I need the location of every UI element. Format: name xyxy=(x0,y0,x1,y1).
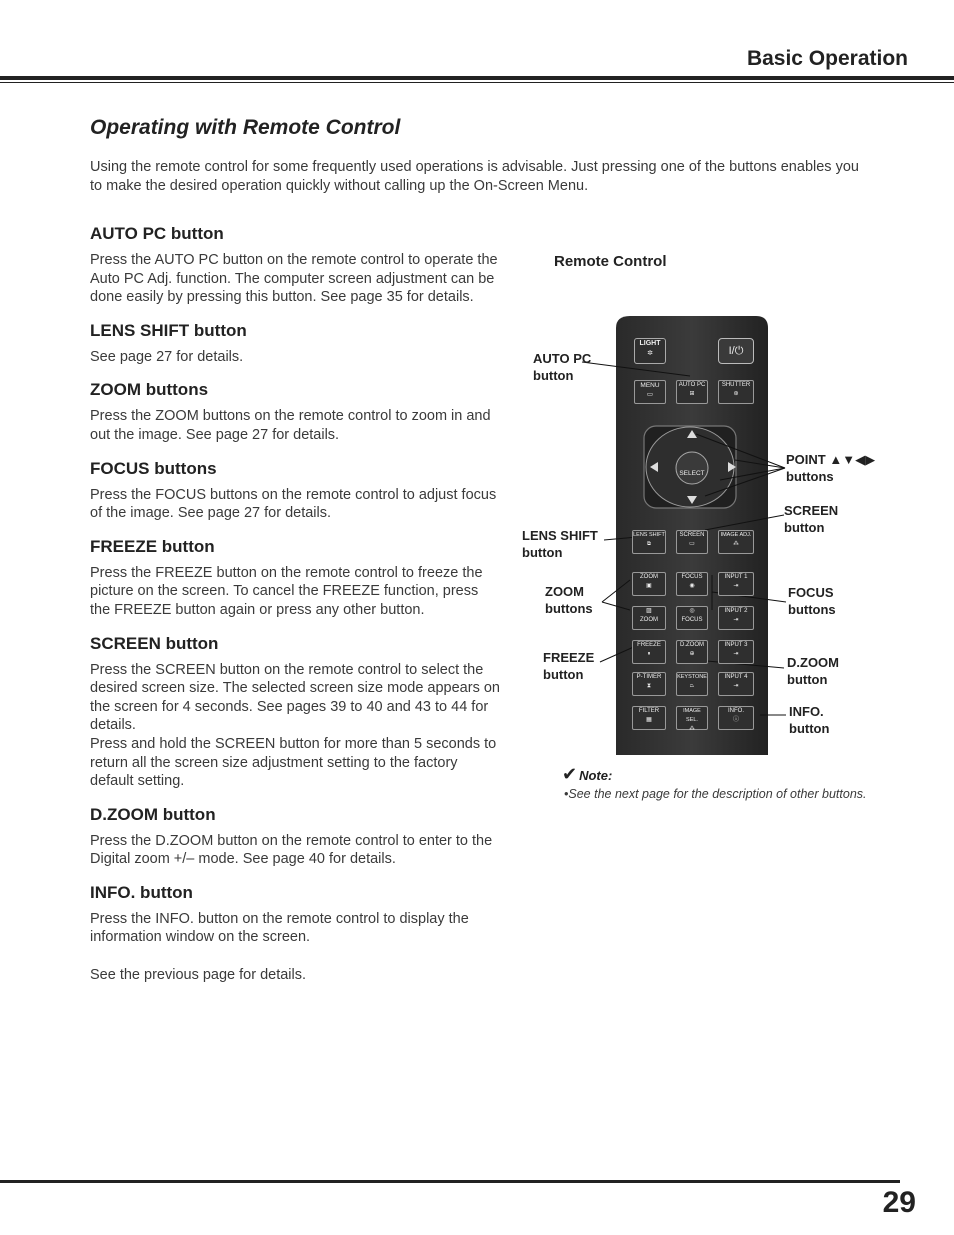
input-icon: ⇥ xyxy=(733,617,739,623)
image-adj-label: IMAGE ADJ. xyxy=(720,532,752,538)
item-title: FOCUS buttons xyxy=(90,458,217,478)
item-text: See page 27 for details. xyxy=(90,348,244,365)
menu-label: MENU xyxy=(640,382,660,389)
focus-down-label: FOCUS xyxy=(681,617,703,623)
item-title: LENS SHIFT button xyxy=(90,320,247,340)
lens-shift-icon: ⧉ xyxy=(647,541,651,547)
menu-button[interactable] xyxy=(634,380,666,404)
callout-info: INFO. button xyxy=(789,704,830,736)
item-text: Press the ZOOM buttons on the remote control to zoom in and out the image. See page 27 for details. xyxy=(90,408,491,443)
info-icon: ⓘ xyxy=(732,717,739,723)
focus-icon: ◉ xyxy=(689,583,695,589)
callout-freeze: FREEZE button xyxy=(543,650,595,682)
item-title: AUTO PC button xyxy=(90,224,224,243)
image-sel-icon: ⁂ xyxy=(689,726,695,732)
item-title: ZOOM buttons xyxy=(90,380,209,400)
input2-label: INPUT 2 xyxy=(724,608,748,614)
item-text: Press the SCREEN button on the remote control to select the desired screen size. The selected screen size mode appears on the screen for 4 seconds. See pages 39 to 40 and 43 to 44 for details. Press and hold the SCREEN button for more than 5 seconds to return all the screen size adjustment setting to the factory default setting. xyxy=(90,661,500,790)
zoom-up-button[interactable] xyxy=(632,572,666,596)
image-sel-button[interactable] xyxy=(676,706,708,730)
image-adj-icon: ⁂ xyxy=(733,541,739,547)
header-rule xyxy=(0,76,954,80)
keystone-button[interactable] xyxy=(676,672,708,696)
image-adj-button[interactable] xyxy=(718,530,754,554)
light-button[interactable] xyxy=(634,338,666,364)
intro-paragraph: Using the remote control for some frequently used operations is advisable. Just pressing one of the buttons enables you to make the desired operation quickly without calling up the On-Screen Menu. xyxy=(90,159,859,194)
menu-icon: ▭ xyxy=(646,391,654,398)
remote-caption: Remote Control xyxy=(554,253,667,270)
filter-label: FILTER xyxy=(638,708,660,714)
zoom-down-label: ZOOM xyxy=(640,617,658,623)
shutter-label: SHUTTER xyxy=(721,382,751,388)
info-label: INFO. xyxy=(728,708,744,714)
item-freeze xyxy=(90,535,500,620)
section-title: Operating with Remote Control xyxy=(90,116,401,139)
header-title: Basic Operation xyxy=(746,47,908,70)
screen-button[interactable] xyxy=(676,530,708,554)
item-title: INFO. button xyxy=(90,882,193,902)
item-text: Press the D.ZOOM button on the remote control to enter to the Digital zoom +/– mode. See page 40 for details. xyxy=(90,832,493,868)
magnifier-icon: ⊕ xyxy=(689,651,695,657)
auto-pc-label: AUTO PC xyxy=(678,382,706,388)
note-label: Note: xyxy=(579,768,613,783)
callout-dzoom: D.ZOOM button xyxy=(787,655,839,687)
item-lens-shift xyxy=(90,319,500,367)
freeze-icon: ⏸ xyxy=(647,651,651,657)
hourglass-icon: ⧗ xyxy=(646,683,652,689)
callout-zoom: ZOOM buttons xyxy=(545,584,593,616)
input1-button[interactable] xyxy=(718,572,754,596)
item-focus xyxy=(90,457,500,523)
check-icon: ✔ xyxy=(562,764,578,784)
input3-button[interactable] xyxy=(718,640,754,664)
info-button[interactable] xyxy=(718,706,754,730)
auto-pc-icon: ⊞ xyxy=(689,391,695,397)
light-label: LIGHT xyxy=(639,340,661,347)
lens-shift-label: LENS SHIFT xyxy=(633,532,665,538)
input-icon: ⇥ xyxy=(733,683,739,689)
remote-diagram xyxy=(520,310,900,755)
item-title: SCREEN button xyxy=(90,633,219,653)
button-descriptions xyxy=(90,222,500,996)
callout-lens-shift: LENS SHIFT button xyxy=(522,528,598,560)
dzoom-label: D.ZOOM xyxy=(680,642,704,648)
item-title: D.ZOOM button xyxy=(90,804,216,824)
filter-icon: ▦ xyxy=(646,717,652,723)
item-screen xyxy=(90,632,500,791)
shutter-icon: ⊛ xyxy=(733,391,739,397)
select-key[interactable] xyxy=(676,452,708,484)
focus-up-label: FOCUS xyxy=(681,574,703,580)
shutter-button[interactable] xyxy=(718,380,754,404)
auto-pc-button[interactable] xyxy=(676,380,708,404)
callout-auto-pc: AUTO PC button xyxy=(533,351,592,383)
input-icon: ⇥ xyxy=(733,651,739,657)
image-sel-label: IMAGE SEL. xyxy=(683,708,701,723)
lamp-icon: ✲ xyxy=(647,350,653,357)
item-auto-pc xyxy=(90,222,500,307)
item-text: Press the FOCUS buttons on the remote control to adjust focus of the image. See page 27 for details. xyxy=(90,486,497,522)
dzoom-button[interactable] xyxy=(676,640,708,664)
freeze-button[interactable] xyxy=(632,640,666,664)
note-box xyxy=(562,764,882,802)
keystone-icon: ⏢ xyxy=(689,683,695,689)
focus-down-button[interactable] xyxy=(676,606,708,630)
freeze-label: FREEZE xyxy=(637,642,661,648)
item-text: Press the INFO. button on the remote control to display the information window on the screen. See the previous page for details. xyxy=(90,910,469,983)
zoom-up-label: ZOOM xyxy=(640,574,658,580)
input2-button[interactable] xyxy=(718,606,754,630)
focus-up-button[interactable] xyxy=(676,572,708,596)
ptimer-label: P-TIMER xyxy=(636,674,662,680)
item-dzoom xyxy=(90,803,500,869)
lens-shift-button[interactable] xyxy=(632,530,666,554)
callout-point: POINT ▲▼◀▶ buttons xyxy=(786,452,876,484)
screen-label: SCREEN xyxy=(679,532,705,538)
input4-label: INPUT 4 xyxy=(724,674,748,680)
page-number: 29 xyxy=(882,1186,916,1219)
callout-focus: FOCUS buttons xyxy=(788,585,836,617)
note-heading xyxy=(562,764,882,785)
focus-icon: ◎ xyxy=(689,608,695,614)
power-icon: I/⏻ xyxy=(728,345,744,357)
callout-screen: SCREEN button xyxy=(784,503,839,535)
input4-button[interactable] xyxy=(718,672,754,696)
filter-button[interactable] xyxy=(632,706,666,730)
zoom-in-icon: ▣ xyxy=(646,583,652,589)
screen-icon: ▭ xyxy=(689,541,695,547)
ptimer-button[interactable] xyxy=(632,672,666,696)
select-label: SELECT xyxy=(679,470,705,477)
power-button[interactable] xyxy=(718,338,754,364)
item-info xyxy=(90,881,500,984)
zoom-down-button[interactable] xyxy=(632,606,666,630)
note-text: •See the next page for the description of other buttons. xyxy=(564,787,867,801)
keystone-label: KEYSTONE xyxy=(677,674,707,680)
item-title: FREEZE button xyxy=(90,536,215,556)
header-rule-thin xyxy=(0,82,954,83)
input1-label: INPUT 1 xyxy=(724,574,748,580)
item-text: Press the AUTO PC button on the remote control to operate the Auto PC Adj. function. The computer screen adjustment can be done easily by pressing this button. See page 35 for details. xyxy=(90,252,498,306)
input3-label: INPUT 3 xyxy=(724,642,748,648)
item-zoom xyxy=(90,378,500,444)
input-icon: ⇥ xyxy=(733,583,739,589)
item-text: Press the FREEZE button on the remote control to freeze the picture on the screen. To cancel the FREEZE function, press the FREEZE button again or press any other button. xyxy=(90,564,483,618)
footer-rule xyxy=(0,1180,900,1183)
zoom-out-icon: ▨ xyxy=(646,608,652,614)
